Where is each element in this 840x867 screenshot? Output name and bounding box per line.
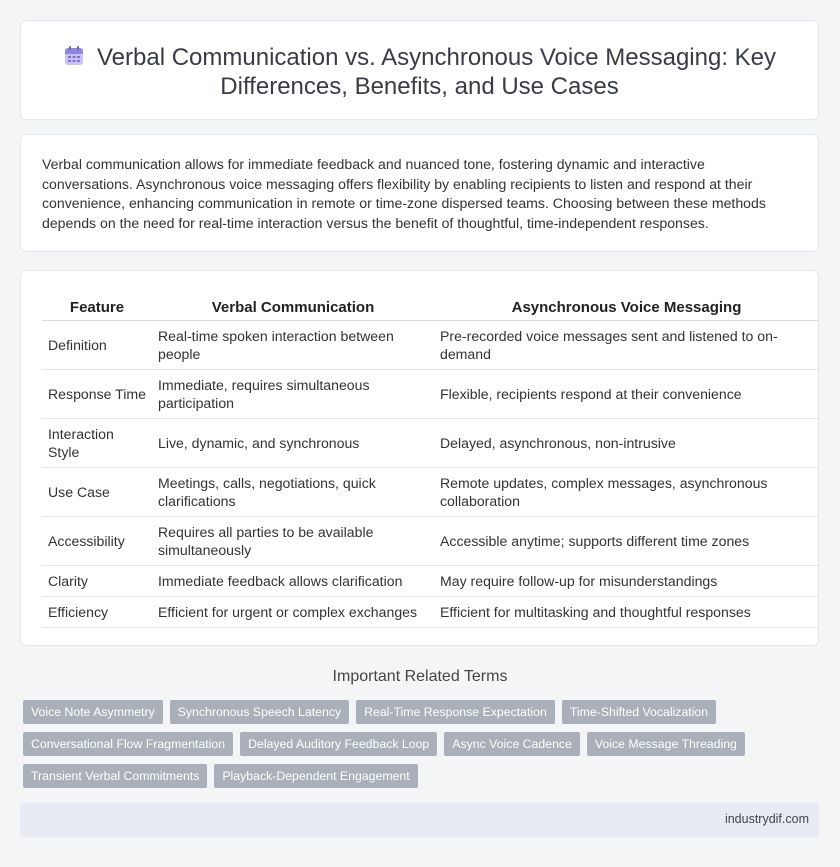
feature-cell: Efficiency (42, 596, 152, 627)
title-card (20, 20, 819, 120)
async-cell: Remote updates, complex messages, asynchronous collaboration (434, 467, 819, 516)
verbal-cell: Real-time spoken interaction between people (152, 320, 434, 369)
feature-cell: Interaction Style (42, 418, 152, 467)
term-tag[interactable]: Time-Shifted Vocalization (562, 700, 716, 724)
page-title-wrap (21, 43, 818, 101)
async-cell: Delayed, asynchronous, non-intrusive (434, 418, 819, 467)
table-row (42, 320, 819, 369)
feature-cell: Use Case (42, 467, 152, 516)
table-row (42, 418, 819, 467)
header-verbal: Verbal Communication (152, 296, 434, 320)
term-tag[interactable]: Transient Verbal Commitments (23, 764, 207, 788)
feature-cell: Clarity (42, 565, 152, 596)
comparison-card (20, 270, 819, 646)
feature-cell: Definition (42, 320, 152, 369)
page-title: Verbal Communication vs. Asynchronous Voice Messaging: Key Differences, Benefits, and Use Cases (96, 44, 777, 100)
verbal-cell: Efficient for urgent or complex exchanges (152, 596, 434, 627)
verbal-cell: Requires all parties to be available simultaneously (152, 516, 434, 565)
intro-paragraph: Verbal communication allows for immediate feedback and nuanced tone, fostering dynamic and interactive conversations. Asynchronous voice messaging offers flexibility by enabling recipients to listen and respond at their convenience, enhancing communication in remote or time-zone dispersed teams. Choosing between these methods depends on the need for real-time interaction versus the benefit of thoughtful, time-independent responses. (42, 156, 766, 231)
term-tag[interactable]: Async Voice Cadence (444, 732, 580, 756)
term-tag[interactable]: Playback-Dependent Engagement (214, 764, 417, 788)
footer (20, 803, 819, 837)
term-tag[interactable]: Synchronous Speech Latency (170, 700, 349, 724)
table-row (42, 565, 819, 596)
table-row (42, 369, 819, 418)
async-cell: Accessible anytime; supports different time zones (434, 516, 819, 565)
async-cell: Efficient for multitasking and thoughtful responses (434, 596, 819, 627)
async-cell: Pre-recorded voice messages sent and listened to on-demand (434, 320, 819, 369)
related-terms-title: Important Related Terms (332, 668, 508, 685)
comparison-table (42, 296, 819, 628)
intro-card (20, 134, 819, 252)
header-async: Asynchronous Voice Messaging (434, 296, 819, 320)
table-row (42, 516, 819, 565)
footer-site-link[interactable]: industrydif.com (724, 812, 809, 826)
async-cell: Flexible, recipients respond at their convenience (434, 369, 819, 418)
feature-cell: Response Time (42, 369, 152, 418)
term-tag[interactable]: Delayed Auditory Feedback Loop (240, 732, 437, 756)
async-cell: May require follow-up for misunderstandings (434, 565, 819, 596)
verbal-cell: Immediate, requires simultaneous participation (152, 369, 434, 418)
calendar-icon (63, 45, 85, 67)
verbal-cell: Immediate feedback allows clarification (152, 565, 434, 596)
table-header-row (42, 296, 819, 320)
verbal-cell: Meetings, calls, negotiations, quick clarifications (152, 467, 434, 516)
feature-cell: Accessibility (42, 516, 152, 565)
table-row (42, 467, 819, 516)
table-row (42, 596, 819, 627)
term-tag[interactable]: Conversational Flow Fragmentation (23, 732, 233, 756)
term-tag[interactable]: Voice Message Threading (587, 732, 745, 756)
term-tag[interactable]: Real-Time Response Expectation (356, 700, 555, 724)
related-terms-list (23, 700, 813, 788)
verbal-cell: Live, dynamic, and synchronous (152, 418, 434, 467)
header-feature: Feature (42, 296, 152, 320)
term-tag[interactable]: Voice Note Asymmetry (23, 700, 163, 724)
